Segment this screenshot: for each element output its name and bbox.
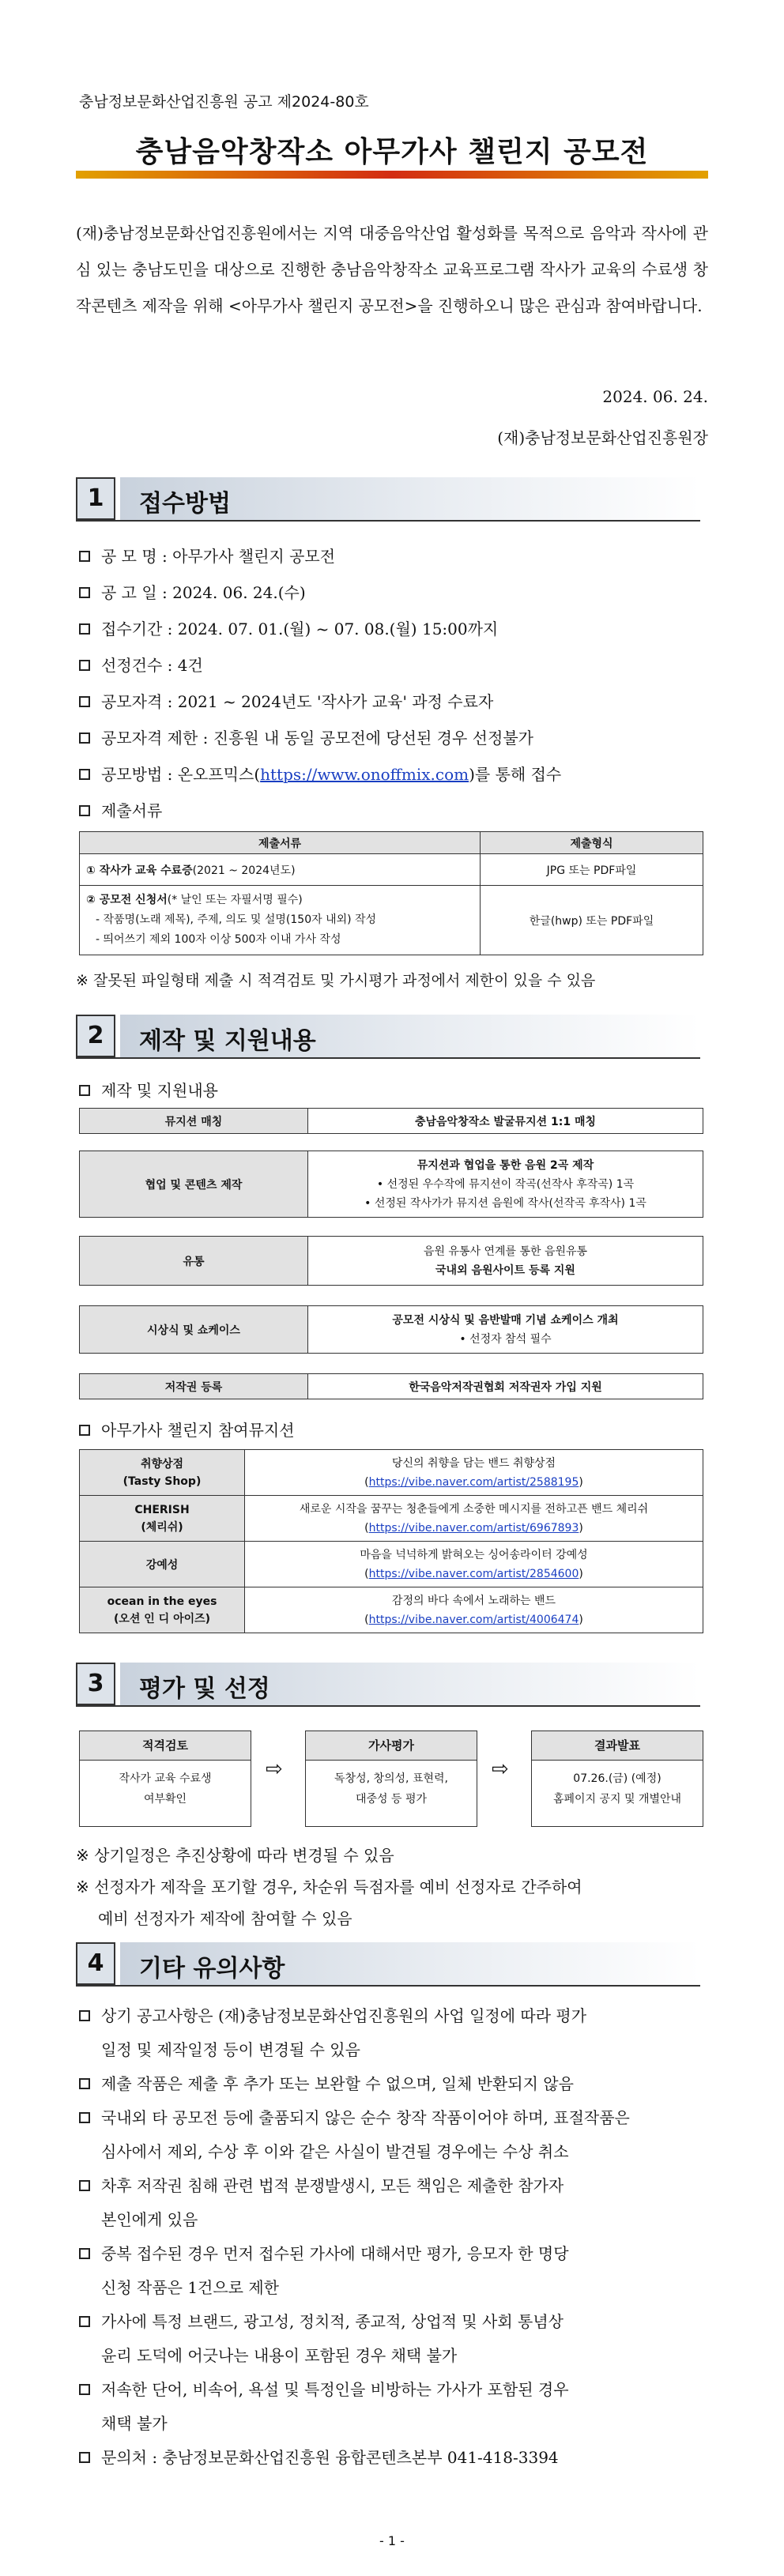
table-row: CHERISH (체리쉬) 새로운 시작을 꿈꾸는 청춘들에게 소중한 메시지를 전하고픈 밴드 체리쉬 (https://vibe.naver.com/artist/6967893) bbox=[80, 1496, 703, 1542]
table-row bbox=[80, 854, 703, 886]
title-block bbox=[76, 119, 708, 183]
checkbox-square-icon bbox=[79, 2452, 90, 2463]
list-item: 상기 공고사항은 (재)충남정보문화산업진흥원의 사업 일정에 따라 평가 일정 및 제작일정 등이 변경될 수 있음 bbox=[79, 1999, 703, 2067]
page-number: - 1 - bbox=[379, 2533, 405, 2548]
page-title: 충남음악창작소 아무가사 챌린지 공모전 bbox=[135, 136, 649, 168]
table-row: 취향상점 (Tasty Shop) 당신의 취향을 담는 밴드 취향상점 (https://vibe.naver.com/artist/2588195) bbox=[80, 1450, 703, 1496]
support-row-table bbox=[79, 1151, 703, 1218]
issuing-organization: (재)충남정보문화산업진흥원장 bbox=[497, 428, 708, 447]
section-title: 접수방법 bbox=[139, 490, 231, 518]
process-step-box: 결과발표 07.26.(금) (예정) 홈페이지 공지 및 개별안내 bbox=[531, 1731, 703, 1827]
table-cell: ① 작사가 교육 수료증(2021 ~ 2024년도) bbox=[80, 854, 481, 886]
submission-docs-table bbox=[79, 831, 703, 955]
schedule-note: ※ 상기일정은 추진상황에 따라 변경될 수 있음 bbox=[76, 1846, 394, 1865]
format-note: ※ 잘못된 파일형태 제출 시 적격검토 및 가시평가 과정에서 제한이 있을 수 있음 bbox=[76, 972, 596, 989]
list-item: 저속한 단어, 비속어, 욕설 및 특정인을 비방하는 가사가 포함된 경우 채택 불가 bbox=[79, 2373, 703, 2441]
list-item: 공 모 명 : 아무가사 챌린지 공모전 bbox=[79, 544, 335, 567]
list-item: 접수기간 : 2024. 07. 01.(월) ~ 07. 08.(월) 15:00까지 bbox=[79, 616, 498, 639]
list-item-contact: 문의처 : 충남정보문화산업진흥원 융합콘텐츠본부 041-418-3394 bbox=[79, 2441, 703, 2475]
arrow-right-icon: ⇨ bbox=[492, 1757, 509, 1781]
list-item: 공모자격 제한 : 진흥원 내 동일 공모전에 당선된 경우 선정불가 bbox=[79, 725, 533, 748]
section-number: 2 bbox=[76, 1015, 115, 1057]
checkbox-square-icon bbox=[79, 2384, 90, 2395]
checkbox-square-icon bbox=[79, 2010, 90, 2021]
list-item-method: 공모방법 : 온오프믹스(https://www.onoffmix.com)를 통해 접수 bbox=[79, 762, 561, 785]
notice-number: 충남정보문화산업진흥원 공고 제2024-80호 bbox=[79, 93, 369, 111]
table-cell: ② 공모전 신청서(* 날인 또는 자필서명 필수) - 작품명(노래 제목), 주제, 의도 및 설명(150자 내외) 작성 - 띄어쓰기 제외 100자 이상 500자 이내 가사 작성 bbox=[80, 886, 481, 955]
checkbox-square-icon bbox=[79, 733, 90, 744]
checkbox-square-icon bbox=[79, 2112, 90, 2123]
section-3-header bbox=[76, 1663, 700, 1707]
process-step-box: 적격검토 작사가 교육 수료생 여부확인 bbox=[79, 1731, 251, 1827]
musician-link[interactable]: https://vibe.naver.com/artist/6967893 bbox=[368, 1521, 579, 1535]
table-cell: 한글(hwp) 또는 PDF파일 bbox=[481, 886, 703, 955]
arrow-right-icon: ⇨ bbox=[266, 1757, 283, 1781]
alternate-note-cont: 예비 선정자가 제작에 참여할 수 있음 bbox=[98, 1909, 352, 1928]
section-divider bbox=[76, 520, 700, 522]
section-title: 평가 및 선정 bbox=[139, 1675, 270, 1703]
checkbox-square-icon bbox=[79, 2078, 90, 2089]
list-item: 공모자격 : 2021 ~ 2024년도 '작사가 교육' 과정 수료자 bbox=[79, 689, 493, 712]
list-item: 중복 접수된 경우 먼저 접수된 가사에 대해서만 평가, 응모자 한 명당 신청 작품은 1건으로 제한 bbox=[79, 2237, 703, 2305]
section-4-header bbox=[76, 1942, 700, 1987]
intro-paragraph: (재)충남정보문화산업진흥원에서는 지역 대중음악산업 활성화를 목적으로 음악과 작사에 관심 있는 충남도민을 대상으로 진행한 충남음악창작소 교육프로그램 작사가 교육의 수료생 창작콘텐츠 제작을 위해 <아무가사 챌린지 공모전>을 진행하오니 많은 관심과 참여바랍니다. bbox=[76, 224, 708, 315]
subsection-label: 제작 및 지원내용 bbox=[79, 1078, 218, 1101]
section-divider bbox=[76, 1985, 700, 1987]
table-header: 제출형식 bbox=[481, 832, 703, 854]
table-row: 시상식 및 쇼케이스 공모전 시상식 및 음반발매 기념 쇼케이스 개최 • 선정자 참석 필수 bbox=[80, 1306, 703, 1354]
table-row: 강예성 마음을 넉넉하게 밝혀오는 싱어송라이터 강예성 (https://vibe.naver.com/artist/2854600) bbox=[80, 1542, 703, 1587]
checkbox-square-icon bbox=[79, 805, 90, 816]
checkbox-square-icon bbox=[79, 696, 90, 707]
support-row-table bbox=[79, 1108, 703, 1134]
section-title: 제작 및 지원내용 bbox=[139, 1027, 316, 1055]
subsection-label: 아무가사 챌린지 참여뮤지션 bbox=[79, 1418, 295, 1441]
table-header: 제출서류 bbox=[80, 832, 481, 854]
checkbox-square-icon bbox=[79, 587, 90, 598]
notice-date: 2024. 06. 24. bbox=[602, 387, 708, 406]
support-row-table bbox=[79, 1236, 703, 1286]
table-row: 뮤지션 매칭 충남음악창작소 발굴뮤지션 1:1 매칭 bbox=[80, 1109, 703, 1134]
section-number: 1 bbox=[76, 477, 115, 520]
list-item: 선정건수 : 4건 bbox=[79, 653, 203, 676]
musician-table bbox=[79, 1449, 703, 1633]
process-step-box: 가사평가 독창성, 창의성, 표현력, 대중성 등 평가 bbox=[305, 1731, 477, 1827]
list-item: 차후 저작권 침해 관련 법적 분쟁발생시, 모든 책임은 제출한 참가자 본인에게 있음 bbox=[79, 2169, 703, 2237]
checkbox-square-icon bbox=[79, 769, 90, 780]
checkbox-square-icon bbox=[79, 623, 90, 635]
list-item: 가사에 특정 브랜드, 광고성, 정치적, 종교적, 상업적 및 사회 통념상 윤리 도덕에 어긋나는 내용이 포함된 경우 채택 불가 bbox=[79, 2305, 703, 2373]
table-row: 저작권 등록 한국음악저작권협회 저작권자 가입 지원 bbox=[80, 1374, 703, 1399]
checkbox-square-icon bbox=[79, 2248, 90, 2259]
checkbox-square-icon bbox=[79, 1085, 90, 1096]
list-item: 공 고 일 : 2024. 06. 24.(수) bbox=[79, 580, 306, 603]
checkbox-square-icon bbox=[79, 2180, 90, 2191]
table-row: ocean in the eyes (오션 인 디 아이즈) 감정의 바다 속에서 노래하는 밴드 (https://vibe.naver.com/artist/4006474) bbox=[80, 1587, 703, 1633]
table-row: 협업 및 콘텐츠 제작 뮤지션과 협업을 통한 음원 2곡 제작 • 선정된 우수작에 뮤지션이 작곡(선작사 후작곡) 1곡 • 선정된 작사가가 뮤지션 음원에 작사(선작곡 후작사) 1곡 bbox=[80, 1151, 703, 1218]
title-underline bbox=[76, 171, 708, 179]
list-item: 국내외 타 공모전 등에 출품되지 않은 순수 창작 작품이어야 하며, 표절작품은 심사에서 제외, 수상 후 이와 같은 사실이 발견될 경우에는 수상 취소 bbox=[79, 2101, 703, 2169]
list-item: 제출 작품은 제출 후 추가 또는 보완할 수 없으며, 일체 반환되지 않음 bbox=[79, 2067, 703, 2101]
support-row-table bbox=[79, 1373, 703, 1399]
musician-link[interactable]: https://vibe.naver.com/artist/4006474 bbox=[368, 1613, 579, 1626]
table-row: 유통 음원 유통사 연계를 통한 음원유통 국내외 음원사이트 등록 지원 bbox=[80, 1237, 703, 1286]
list-item-docs: 제출서류 bbox=[79, 798, 162, 821]
checkbox-square-icon bbox=[79, 2316, 90, 2327]
checkbox-square-icon bbox=[79, 660, 90, 671]
section-divider bbox=[76, 1057, 700, 1059]
musician-link[interactable]: https://vibe.naver.com/artist/2588195 bbox=[368, 1475, 579, 1489]
musician-link[interactable]: https://vibe.naver.com/artist/2854600 bbox=[368, 1567, 579, 1580]
section-divider bbox=[76, 1705, 700, 1707]
section-title: 기타 유의사항 bbox=[139, 1955, 285, 1983]
section-1-header bbox=[76, 477, 700, 522]
checkbox-square-icon bbox=[79, 551, 90, 562]
section-2-header bbox=[76, 1015, 700, 1059]
section-number: 4 bbox=[76, 1942, 115, 1985]
checkbox-square-icon bbox=[79, 1425, 90, 1436]
table-cell: JPG 또는 PDF파일 bbox=[481, 854, 703, 886]
table-row bbox=[80, 886, 703, 955]
section-number: 3 bbox=[76, 1663, 115, 1705]
alternate-note: ※ 선정자가 제작을 포기할 경우, 차순위 득점자를 예비 선정자로 간주하여 bbox=[76, 1877, 582, 1896]
onoffmix-link[interactable]: https://www.onoffmix.com bbox=[260, 765, 469, 784]
support-row-table bbox=[79, 1305, 703, 1354]
